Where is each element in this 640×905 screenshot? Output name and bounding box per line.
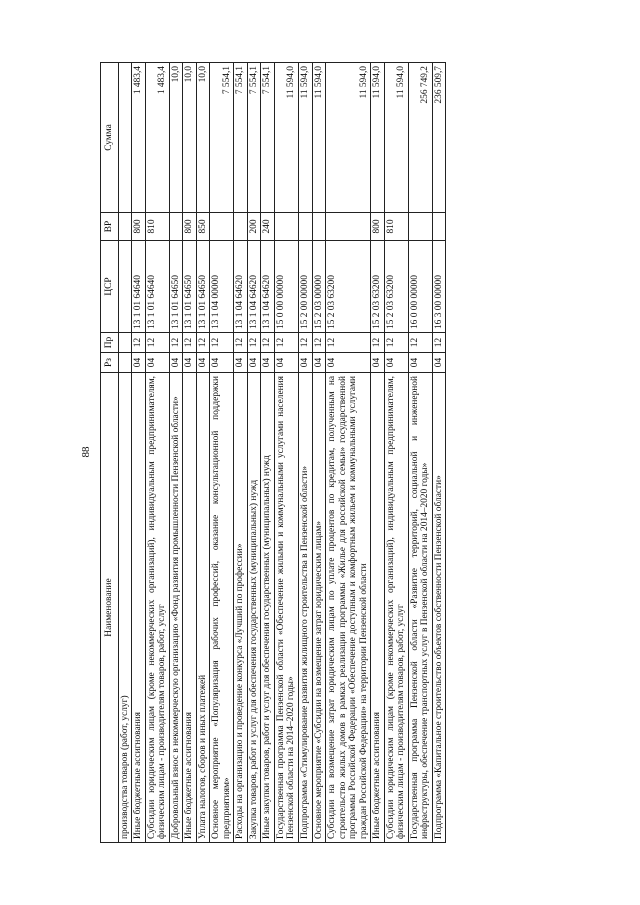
cell-sum: 11 594,0 [384, 63, 408, 213]
cell-name: Добровольный взнос в некоммерческую организацию «Фонд развития промышленности Пензенской области» [169, 373, 183, 843]
table-row [261, 63, 275, 843]
cell-vr [169, 213, 183, 241]
cell-csr: 13 1 01 64640 [132, 241, 146, 333]
cell-rz: 04 [132, 353, 146, 373]
cell-vr [210, 213, 234, 241]
cell-sum: 1 483,4 [145, 63, 169, 213]
header-sum: Сумма [101, 63, 119, 213]
cell-sum: 11 594,0 [298, 63, 312, 213]
cell-rz: 04 [274, 353, 298, 373]
cell-pr: 12 [371, 333, 385, 353]
cell-name: Субсидии юридическим лицам (кроме некоммерческих организаций), индивидуальным предпринимателям, физическим лицам - производителям товаров, работ, услуг [384, 373, 408, 843]
cell-sum: 11 594,0 [312, 63, 326, 213]
cell-pr: 12 [169, 333, 183, 353]
cell-name: Субсидии юридическим лицам (кроме некоммерческих организаций), индивидуальным предпринимателям, физическим лицам - производителям товаров, работ, услуг [145, 373, 169, 843]
cell-name: Иные бюджетные ассигнования [183, 373, 197, 843]
cell-csr: 16 3 00 00000 [432, 241, 446, 333]
cell-sum: 236 509,7 [432, 63, 446, 213]
cell-name: Расходы на организацию и проведение конкурса «Лучший по профессии» [234, 373, 248, 843]
cell-csr: 13 1 01 64650 [169, 241, 183, 333]
cell-sum: 11 594,0 [326, 63, 371, 213]
cell-sum: 10,0 [183, 63, 197, 213]
cell-sum: 11 594,0 [274, 63, 298, 213]
cell-rz: 04 [145, 353, 169, 373]
cell-csr: 15 2 03 63200 [326, 241, 371, 333]
cell-sum: 7 554,1 [247, 63, 261, 213]
table-row [183, 63, 197, 843]
cell-csr: 13 1 04 64620 [261, 241, 275, 333]
cell-vr: 800 [371, 213, 385, 241]
cell-csr: 16 0 00 00000 [408, 241, 432, 333]
cell-vr [234, 213, 248, 241]
cell-pr: 12 [274, 333, 298, 353]
cell-csr: 13 1 01 64650 [183, 241, 197, 333]
table-row [312, 63, 326, 843]
cell-vr: 810 [384, 213, 408, 241]
table-row [210, 63, 234, 843]
cell-rz: 04 [196, 353, 210, 373]
cell-pr: 12 [247, 333, 261, 353]
cell-sum: 10,0 [196, 63, 210, 213]
header-pr: Пр [101, 333, 119, 353]
cell-rz: 04 [408, 353, 432, 373]
cell-name: Иные бюджетные ассигнования [132, 373, 146, 843]
cell-vr [432, 213, 446, 241]
table-row [432, 63, 446, 843]
cell-rz: 04 [312, 353, 326, 373]
cell-pr: 12 [210, 333, 234, 353]
cell-rz: 04 [384, 353, 408, 373]
table-row [132, 63, 146, 843]
header-name: Наименование [101, 373, 119, 843]
cell-rz [118, 353, 132, 373]
cell-rz: 04 [247, 353, 261, 373]
table-row [118, 63, 132, 843]
cell-sum: 7 554,1 [261, 63, 275, 213]
cell-vr [274, 213, 298, 241]
table-body [118, 63, 446, 843]
cell-vr [326, 213, 371, 241]
cell-csr: 15 2 03 63200 [371, 241, 385, 333]
cell-rz: 04 [169, 353, 183, 373]
cell-vr [408, 213, 432, 241]
cell-pr: 12 [261, 333, 275, 353]
cell-name: производства товаров (работ, услуг) [118, 373, 132, 843]
cell-pr: 12 [183, 333, 197, 353]
cell-rz: 04 [183, 353, 197, 373]
cell-vr: 200 [247, 213, 261, 241]
cell-csr: 13 1 04 64620 [247, 241, 261, 333]
cell-csr: 13 1 01 64640 [145, 241, 169, 333]
cell-name: Уплата налогов, сборов и иных платежей [196, 373, 210, 843]
cell-name: Закупка товаров, работ и услуг для обеспечения государственных (муниципальных) нужд [247, 373, 261, 843]
cell-pr: 12 [196, 333, 210, 353]
cell-rz: 04 [210, 353, 234, 373]
cell-name: Иные закупки товаров, работ и услуг для обеспечения государственных (муниципальных) нужд [261, 373, 275, 843]
cell-pr: 12 [384, 333, 408, 353]
page-number: 88 [80, 446, 92, 458]
cell-rz: 04 [432, 353, 446, 373]
cell-pr: 12 [298, 333, 312, 353]
table-row [384, 63, 408, 843]
cell-name: Основное мероприятие «Субсидии на возмещение затрат юридическим лицам» [312, 373, 326, 843]
cell-sum: 10,0 [169, 63, 183, 213]
table-row [371, 63, 385, 843]
cell-rz: 04 [371, 353, 385, 373]
budget-table [100, 62, 446, 843]
cell-sum: 7 554,1 [210, 63, 234, 213]
cell-vr: 800 [132, 213, 146, 241]
cell-csr [118, 241, 132, 333]
cell-rz: 04 [326, 353, 371, 373]
cell-csr: 15 2 03 00000 [312, 241, 326, 333]
cell-sum: 7 554,1 [234, 63, 248, 213]
cell-csr: 15 2 00 00000 [298, 241, 312, 333]
table-row [196, 63, 210, 843]
cell-vr: 800 [183, 213, 197, 241]
table-row [326, 63, 371, 843]
cell-pr: 12 [145, 333, 169, 353]
table-row [169, 63, 183, 843]
cell-vr: 810 [145, 213, 169, 241]
cell-csr: 15 0 00 00000 [274, 241, 298, 333]
cell-rz: 04 [234, 353, 248, 373]
cell-rz: 04 [261, 353, 275, 373]
cell-vr [298, 213, 312, 241]
cell-pr: 12 [408, 333, 432, 353]
cell-pr [118, 333, 132, 353]
rotated-table-container [100, 63, 495, 843]
cell-vr: 240 [261, 213, 275, 241]
cell-vr [312, 213, 326, 241]
cell-rz: 04 [298, 353, 312, 373]
cell-name: Подпрограмма «Капитальное строительство объектов собственности Пензенской области» [432, 373, 446, 843]
cell-sum [118, 63, 132, 213]
header-vr: ВР [101, 213, 119, 241]
cell-pr: 12 [312, 333, 326, 353]
cell-sum: 11 594,0 [371, 63, 385, 213]
cell-csr: 15 2 03 63200 [384, 241, 408, 333]
table-row [274, 63, 298, 843]
cell-name: Государственная программа Пензенской области «Обеспечение жилыми и коммунальными услугами населения Пензенской области на 2014–2020 годы» [274, 373, 298, 843]
cell-csr: 13 1 04 64620 [234, 241, 248, 333]
cell-name: Субсидии на возмещение затрат юридическим лицам по уплате процентов по кредитам, полученным на строительство жилых домов в рамках реализации программы «Жилье для российской семьи» государственной программы Российской Федерации «Обеспечение доступным и комфортным жильем и коммунальными услугами граждан Российской Федерации» на территории Пензенской области [326, 373, 371, 843]
table-row [145, 63, 169, 843]
cell-csr: 13 1 04 00000 [210, 241, 234, 333]
cell-pr: 12 [234, 333, 248, 353]
cell-sum: 256 749,2 [408, 63, 432, 213]
table-row [408, 63, 432, 843]
table-row [234, 63, 248, 843]
cell-name: Подпрограмма «Стимулирование развития жилищного строительства в Пензенской области» [298, 373, 312, 843]
table-row [298, 63, 312, 843]
cell-pr: 12 [326, 333, 371, 353]
cell-pr: 12 [132, 333, 146, 353]
cell-csr: 13 1 01 64650 [196, 241, 210, 333]
cell-sum: 1 483,4 [132, 63, 146, 213]
header-csr: ЦСР [101, 241, 119, 333]
table-header-row [101, 63, 119, 843]
rotated-page-area [100, 63, 495, 843]
cell-vr [118, 213, 132, 241]
header-rz: Рз [101, 353, 119, 373]
cell-pr: 12 [432, 333, 446, 353]
cell-name: Основное мероприятие «Популяризация рабочих профессий, оказание консультационной поддержки предприятиям» [210, 373, 234, 843]
cell-name: Иные бюджетные ассигнования [371, 373, 385, 843]
cell-name: Государственная программа Пензенской области «Развитие территорий, социальной и инженерной инфраструктуры, обеспечение транспортных услуг в Пензенской области на 2014–2020 годы» [408, 373, 432, 843]
cell-vr: 850 [196, 213, 210, 241]
table-row [247, 63, 261, 843]
